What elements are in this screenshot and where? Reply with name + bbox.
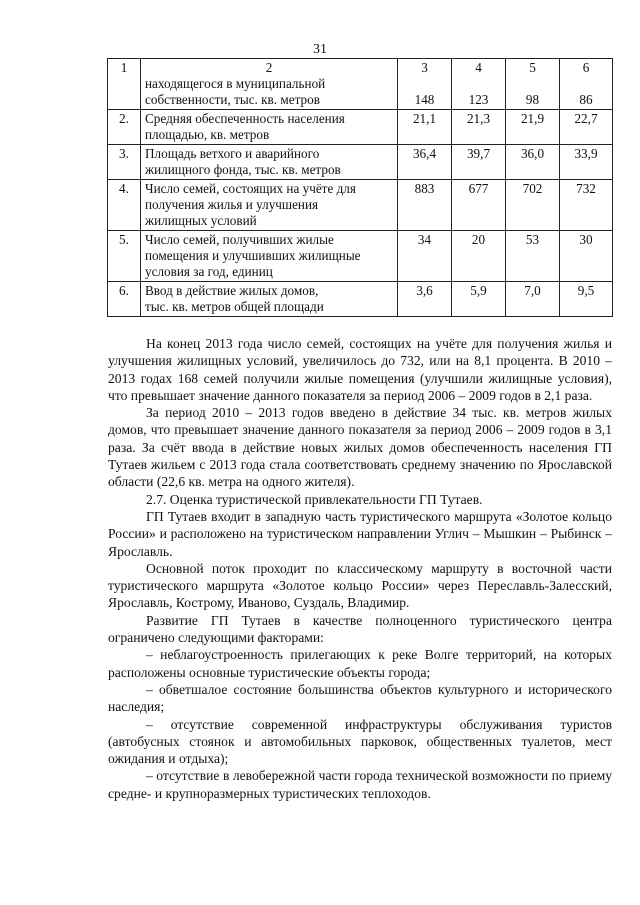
- housing-indicators-table: [107, 58, 613, 317]
- page-number: 31: [313, 42, 327, 57]
- table-cell-value: 34: [398, 231, 452, 282]
- table-cell-value: 21,3: [452, 110, 506, 145]
- cell-label-line: находящегося в муниципальной: [145, 76, 326, 91]
- cell-label-line: помещения и улучшивших жилищные: [145, 248, 361, 263]
- row-number: 3.: [108, 145, 141, 180]
- cell-label-line: жилищных условий: [145, 213, 257, 228]
- table-cell-value: 33,9: [560, 145, 613, 180]
- cell-label-line: Число семей, получивших жилые: [145, 232, 334, 247]
- table-cell-value: 732: [560, 180, 613, 231]
- paragraph: За период 2010 – 2013 годов введено в действие 34 тыс. кв. метров жилых домов, что превышает значение данного показателя за период 2006 – 2009 годов в 3,1 раза. За счёт ввода в действие новых жилых домов обеспеченность населения ГП Тутаев жильем с 2013 года стала соответствовать среднему значению по Ярославской области (22,6 кв. метра на одного жителя).: [108, 405, 612, 490]
- column-number: 4: [475, 60, 482, 75]
- row-number: 2.: [108, 110, 141, 145]
- paragraph: Основной поток проходит по классическому маршруту в восточной части туристического маршрута «Золотое кольцо России» через Переславль-Залесский, Ярославль, Кострому, Иваново, Суздаль, Владимир.: [108, 560, 612, 611]
- cell-value: 86: [579, 92, 593, 107]
- row-number: 4.: [108, 180, 141, 231]
- table-cell-value: [452, 59, 506, 110]
- table-row: [108, 145, 613, 180]
- paragraph: Развитие ГП Тутаев в качестве полноценного туристического центра ограничено следующими факторами:: [108, 612, 612, 646]
- table-cell-value: 7,0: [506, 282, 560, 317]
- cell-label-line: Число семей, состоящих на учёте для: [145, 181, 356, 196]
- table-cell-label: [141, 282, 398, 317]
- table-row: [108, 282, 613, 317]
- table-cell-value: 39,7: [452, 145, 506, 180]
- paragraph: – отсутствие современной инфраструктуры обслуживания туристов (автобусных стоянок и автомобильных парковок, общественных туалетов, мест ожидания и отдыха);: [108, 716, 612, 767]
- table-cell-value: 36,4: [398, 145, 452, 180]
- paragraph: – обветшалое состояние большинства объектов культурного и исторического наследия;: [108, 681, 612, 715]
- cell-label-line: собственности, тыс. кв. метров: [145, 92, 320, 107]
- table-cell-label: [141, 231, 398, 282]
- table-cell-label: [141, 145, 398, 180]
- cell-value: 123: [468, 92, 489, 107]
- table-row: [108, 231, 613, 282]
- paragraph: 2.7. Оценка туристической привлекательности ГП Тутаев.: [146, 491, 483, 507]
- table-cell-value: 3,6: [398, 282, 452, 317]
- column-number-cell: 1: [108, 59, 141, 110]
- table-cell-value: 883: [398, 180, 452, 231]
- column-number: 3: [421, 60, 428, 75]
- cell-label-line: Площадь ветхого и аварийного: [145, 146, 320, 161]
- row-number: 6.: [108, 282, 141, 317]
- table-cell-value: 36,0: [506, 145, 560, 180]
- table-cell-value: 30: [560, 231, 613, 282]
- table-cell-label: [141, 110, 398, 145]
- cell-label-line: Средняя обеспеченность населения: [145, 111, 345, 126]
- cell-label-line: тыс. кв. метров общей площади: [145, 299, 324, 314]
- table-cell-value: 677: [452, 180, 506, 231]
- paragraph: На конец 2013 года число семей, состоящих на учёте для получения жилья и улучшения жилищных условий, увеличилось до 732, или на 8,1 процента. В 2010 – 2013 годах 168 семей получили жилые помещения (улучшили жилищные условия), что превышает значение данного показателя за период 2006 – 2009 годов в 2,1 раза.: [108, 336, 612, 403]
- cell-label-line: условия за год, единиц: [145, 264, 273, 279]
- table-cell-value: 702: [506, 180, 560, 231]
- cell-label-line: Ввод в действие жилых домов,: [145, 283, 319, 298]
- cell-value: 148: [414, 92, 435, 107]
- paragraph: – отсутствие в левобережной части города технической возможности по приему средне- и крупноразмерных туристических теплоходов.: [108, 768, 612, 801]
- cell-label-line: площадью, кв. метров: [145, 127, 270, 142]
- table-cell-value: [506, 59, 560, 110]
- table-row: [108, 110, 613, 145]
- paragraph: – неблагоустроенность прилегающих к реке Волге территорий, на которых расположены основные туристические объекты города;: [108, 647, 612, 680]
- table-cell-label: [141, 180, 398, 231]
- column-number: 6: [582, 60, 590, 75]
- table-cell-value: [398, 59, 452, 110]
- table-cell-value: 21,9: [506, 110, 560, 145]
- table-cell-value: [560, 59, 613, 110]
- table-cell-value: 9,5: [560, 282, 613, 317]
- table-cell-value: 5,9: [452, 282, 506, 317]
- table-row: [108, 180, 613, 231]
- cell-label-line: получения жилья и улучшения: [145, 197, 319, 212]
- paragraph: ГП Тутаев входит в западную часть туристического маршрута «Золотое кольцо России» и расположено на туристическом направлении Углич – Мышкин – Рыбинск – Ярославль.: [108, 508, 612, 559]
- table-cell-value: 53: [506, 231, 560, 282]
- cell-label-line: жилищного фонда, тыс. кв. метров: [145, 162, 341, 177]
- table-cell-label: [141, 59, 398, 110]
- column-number: 5: [529, 60, 536, 75]
- table-cell-value: 21,1: [398, 110, 452, 145]
- table-cell-value: 20: [452, 231, 506, 282]
- column-number: 2: [265, 60, 273, 75]
- row-number: 5.: [108, 231, 141, 282]
- body-text: [108, 335, 612, 802]
- table-row: [108, 59, 613, 110]
- cell-value: 98: [525, 92, 540, 107]
- table-cell-value: 22,7: [560, 110, 613, 145]
